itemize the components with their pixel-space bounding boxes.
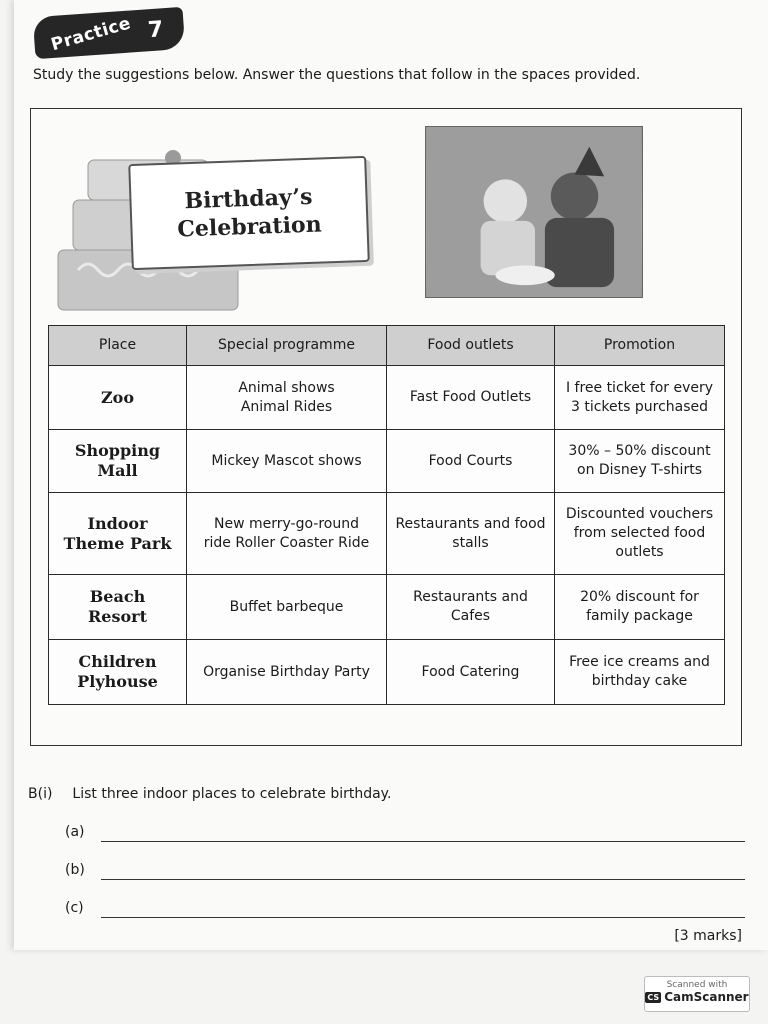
header-place: Place: [49, 326, 187, 366]
table-row: [49, 575, 725, 640]
practice-number: 7: [146, 16, 165, 43]
place-cell: Zoo: [49, 366, 187, 430]
answer-underline: [101, 841, 745, 842]
promotion-cell: 30% – 50% discount on Disney T-shirts: [555, 430, 725, 493]
question-b-i: [28, 786, 391, 802]
food-cell: Restaurants and food stalls: [387, 493, 555, 575]
table-row: [49, 366, 725, 430]
birthday-photo: [425, 126, 643, 298]
place-cell: Children Plyhouse: [49, 640, 187, 705]
place-cell: Beach Resort: [49, 575, 187, 640]
answer-line-a[interactable]: [65, 824, 745, 844]
food-cell: Fast Food Outlets: [387, 366, 555, 430]
banner-line-2: Celebration: [176, 211, 323, 243]
table-row: [49, 493, 725, 575]
place-cell: Shopping Mall: [49, 430, 187, 493]
camscanner-logo-icon: CS: [647, 992, 660, 1002]
programme-cell: Animal shows Animal Rides: [187, 366, 387, 430]
food-cell: Food Courts: [387, 430, 555, 493]
table-header-row: [49, 326, 725, 366]
question-text: List three indoor places to celebrate birthday.: [72, 786, 392, 802]
marks-label: [3 marks]: [674, 928, 742, 944]
programme-cell: New merry-go-round ride Roller Coaster Ride: [187, 493, 387, 575]
banner-line-1: Birthday’s: [184, 183, 313, 215]
table-row: [49, 640, 725, 705]
answer-label: (b): [65, 862, 85, 878]
answer-underline: [101, 917, 745, 918]
header-food-outlets: Food outlets: [387, 326, 555, 366]
camscanner-brand: [645, 990, 749, 1004]
table-row: [49, 430, 725, 493]
practice-label: Practice: [48, 13, 134, 56]
programme-cell: Organise Birthday Party: [187, 640, 387, 705]
suggestions-table: [48, 325, 725, 705]
answer-label: (a): [65, 824, 85, 840]
camscanner-name: CamScanner: [664, 990, 749, 1004]
answer-line-c[interactable]: [65, 900, 745, 920]
programme-cell: Mickey Mascot shows: [187, 430, 387, 493]
camscanner-watermark: [644, 976, 750, 1012]
header-promotion: Promotion: [555, 326, 725, 366]
celebration-banner: [128, 156, 370, 270]
food-cell: Food Catering: [387, 640, 555, 705]
programme-cell: Buffet barbeque: [187, 575, 387, 640]
question-number: B(i): [28, 786, 53, 802]
promotion-cell: 20% discount for family package: [555, 575, 725, 640]
place-cell: Indoor Theme Park: [49, 493, 187, 575]
answer-line-b[interactable]: [65, 862, 745, 882]
scanned-with-text: Scanned with: [666, 980, 728, 990]
promotion-cell: I free ticket for every 3 tickets purchased: [555, 366, 725, 430]
instructions-text: Study the suggestions below. Answer the questions that follow in the spaces provided.: [33, 67, 641, 83]
answer-label: (c): [65, 900, 84, 916]
header-special-programme: Special programme: [187, 326, 387, 366]
answer-underline: [101, 879, 745, 880]
promotion-cell: Discounted vouchers from selected food outlets: [555, 493, 725, 575]
food-cell: Restaurants and Cafes: [387, 575, 555, 640]
promotion-cell: Free ice creams and birthday cake: [555, 640, 725, 705]
